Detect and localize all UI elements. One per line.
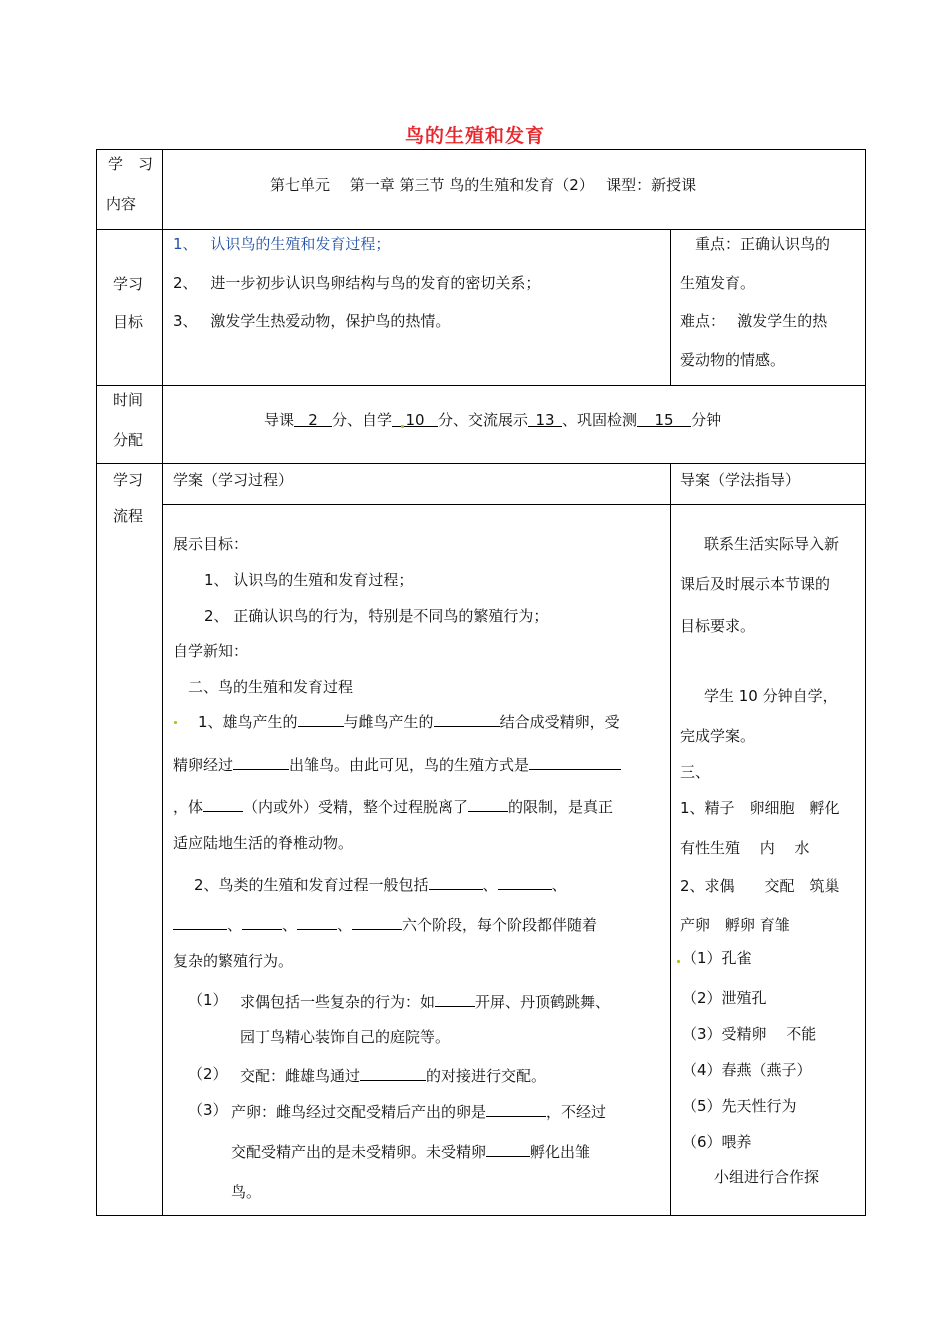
label-time-1: 时间	[113, 391, 144, 409]
q1-text: 1、雄鸟产生的	[198, 713, 298, 731]
label-goals-2: 目标	[113, 313, 144, 331]
item-1-line-2: 园丁鸟精心装饰自己的庭院等。	[240, 1028, 451, 1046]
item-2-text: 交配：雌雄鸟通过	[240, 1067, 361, 1085]
q1-text: 结合成受精卵，受	[499, 713, 620, 731]
item-3-line-1	[231, 1100, 606, 1122]
marker-dot	[401, 425, 404, 428]
q1-text: 与雌鸟产生的	[343, 713, 434, 731]
blank	[486, 1140, 530, 1157]
right-column-header: 导案（学法指导）	[680, 471, 801, 489]
blank	[360, 1064, 426, 1081]
guide-line-4: 学生 10 分钟自学，	[704, 687, 838, 705]
show-goal-2: 2、 正确认识鸟的行为，特别是不同鸟的繁殖行为；	[204, 607, 549, 625]
blank	[233, 753, 289, 770]
item-3-line-2	[231, 1140, 590, 1162]
item-2-line	[240, 1064, 546, 1086]
answer-item-4: （4）春燕（燕子）	[682, 1061, 812, 1079]
q2-line-2	[173, 913, 597, 935]
q2-text: 、	[482, 876, 498, 894]
guide-line-1: 联系生活实际导入新	[704, 535, 840, 553]
answer-item-1: （1）孔雀	[682, 949, 752, 967]
q1-text: 的限制，是真正	[508, 798, 614, 816]
time-text-2: 分、自学	[332, 411, 393, 429]
q2-text: 2、鸟类的生殖和发育过程一般包括	[194, 876, 429, 894]
guide-line-5: 完成学案。	[680, 727, 756, 745]
blank	[173, 913, 227, 930]
q2-line-3: 复杂的繁殖行为。	[173, 952, 294, 970]
self-study-heading: 自学新知：	[173, 642, 249, 660]
guide-group-work: 小组进行合作探	[714, 1168, 820, 1186]
label-process-1: 学习	[113, 471, 144, 489]
time-text-3: 分、交流展示	[438, 411, 529, 429]
q2-text: 六个阶段，每个阶段都伴随着	[402, 916, 598, 934]
blank	[352, 913, 402, 930]
item-3-number: （3）	[188, 1101, 228, 1119]
q2-text: 、	[227, 916, 243, 934]
blank	[468, 795, 508, 812]
show-goal-1: 1、 认识鸟的生殖和发育过程；	[204, 571, 414, 589]
answer-item-6: （6）喂养	[682, 1133, 752, 1151]
q1-text: （内或外）受精，整个过程脱离了	[243, 798, 469, 816]
goal-1-number: 1、	[173, 235, 198, 253]
item-2-text: 的对接进行交配。	[426, 1067, 547, 1085]
goal-1	[173, 234, 390, 254]
section-two-heading: 二、鸟的生殖和发育过程	[188, 678, 354, 696]
answer-1-line-2: 有性生殖 内 水	[680, 839, 810, 857]
label-process-2: 流程	[113, 507, 144, 525]
q1-text: 出雏鸟。由此可见，鸟的生殖方式是	[289, 756, 530, 774]
blank	[435, 990, 475, 1007]
q2-text: 、	[337, 916, 353, 934]
show-goals-heading: 展示目标：	[173, 535, 249, 553]
q1-text: 精卵经过	[173, 756, 234, 774]
page-title: 鸟的生殖和发育	[404, 125, 545, 147]
blank	[434, 710, 500, 727]
label-goals-1: 学习	[113, 275, 144, 293]
goal-2	[173, 273, 540, 293]
difficulty-2: 爱动物的情感。	[680, 351, 786, 369]
time-text-5: 分钟	[691, 411, 722, 429]
time-text-4: 、巩固检测	[562, 411, 638, 429]
item-3-line-3: 鸟。	[231, 1183, 262, 1201]
time-value-presentation: 13	[528, 410, 562, 427]
answer-item-2: （2）泄殖孔	[682, 989, 767, 1007]
answer-2-line-2: 产卵 孵卵 育雏	[680, 916, 790, 934]
goal-2-text: 进一步初步认识鸟卵结构与鸟的发育的密切关系；	[210, 274, 541, 292]
study-content-text: 第七单元 第一章 第三节 鸟的生殖和发育（2） 课型：新授课	[270, 176, 697, 194]
answer-item-3: （3）受精卵 不能	[682, 1025, 817, 1043]
answer-1-line-1: 1、精子 卵细胞 孵化	[680, 799, 840, 817]
item-1-number: （1）	[188, 991, 228, 1009]
goal-3	[173, 311, 450, 331]
answer-heading: 三、	[680, 763, 711, 781]
difficulty-1: 难点： 激发学生的热	[680, 312, 828, 330]
goal-1-text: 认识鸟的生殖和发育过程；	[210, 235, 391, 253]
key-point-2: 生殖发育。	[680, 274, 756, 292]
item-1-text: 求偶包括一些复杂的行为：如	[240, 993, 436, 1011]
label-study-content-1: 学 习	[108, 155, 154, 173]
item-3-text: 产卵：雌鸟经过交配受精后产出的卵是	[231, 1103, 487, 1121]
goal-3-number: 3、	[173, 312, 198, 330]
item-3-text: 交配受精产出的是未受精卵。未受精卵	[231, 1143, 487, 1161]
time-allocation	[264, 410, 721, 430]
marker-dot	[174, 721, 177, 724]
blank	[242, 913, 282, 930]
blank	[529, 753, 621, 770]
q1-text: ，体	[173, 798, 204, 816]
blank	[298, 710, 344, 727]
goal-2-number: 2、	[173, 274, 198, 292]
key-point-1: 重点：正确认识鸟的	[695, 235, 831, 253]
time-text-1: 导课	[264, 411, 295, 429]
q1-line-4: 适应陆地生活的脊椎动物。	[173, 834, 354, 852]
label-study-content-2: 内容	[106, 195, 137, 213]
blank	[297, 913, 337, 930]
time-value-intro: 2	[294, 410, 332, 427]
q1-line-1	[198, 710, 620, 732]
item-3-text: 孵化出雏	[530, 1143, 591, 1161]
blank	[429, 873, 483, 890]
item-1-line-1	[240, 990, 610, 1012]
blank	[486, 1100, 546, 1117]
blank	[203, 795, 243, 812]
left-column-header: 学案（学习过程）	[173, 471, 294, 489]
q2-text: 、	[282, 916, 298, 934]
blank	[498, 873, 552, 890]
time-value-self-study: 10	[392, 410, 438, 427]
label-time-2: 分配	[113, 431, 144, 449]
answer-item-5: （5）先天性行为	[682, 1097, 797, 1115]
q1-line-2	[173, 753, 621, 775]
q1-line-3	[173, 795, 613, 817]
answer-2-line-1: 2、求偶 交配 筑巢	[680, 877, 840, 895]
guide-line-3: 目标要求。	[680, 617, 756, 635]
q2-line-1	[194, 873, 567, 895]
item-1-text: 开屏、丹顶鹤跳舞、	[475, 993, 611, 1011]
goal-3-text: 激发学生热爱动物，保护鸟的热情。	[210, 312, 451, 330]
time-value-test: 15	[637, 410, 691, 427]
item-3-text: ，不经过	[546, 1103, 607, 1121]
marker-dot	[677, 960, 680, 963]
guide-line-2: 课后及时展示本节课的	[680, 575, 831, 593]
q2-text: 、	[551, 876, 567, 894]
item-2-number: （2）	[188, 1065, 228, 1083]
